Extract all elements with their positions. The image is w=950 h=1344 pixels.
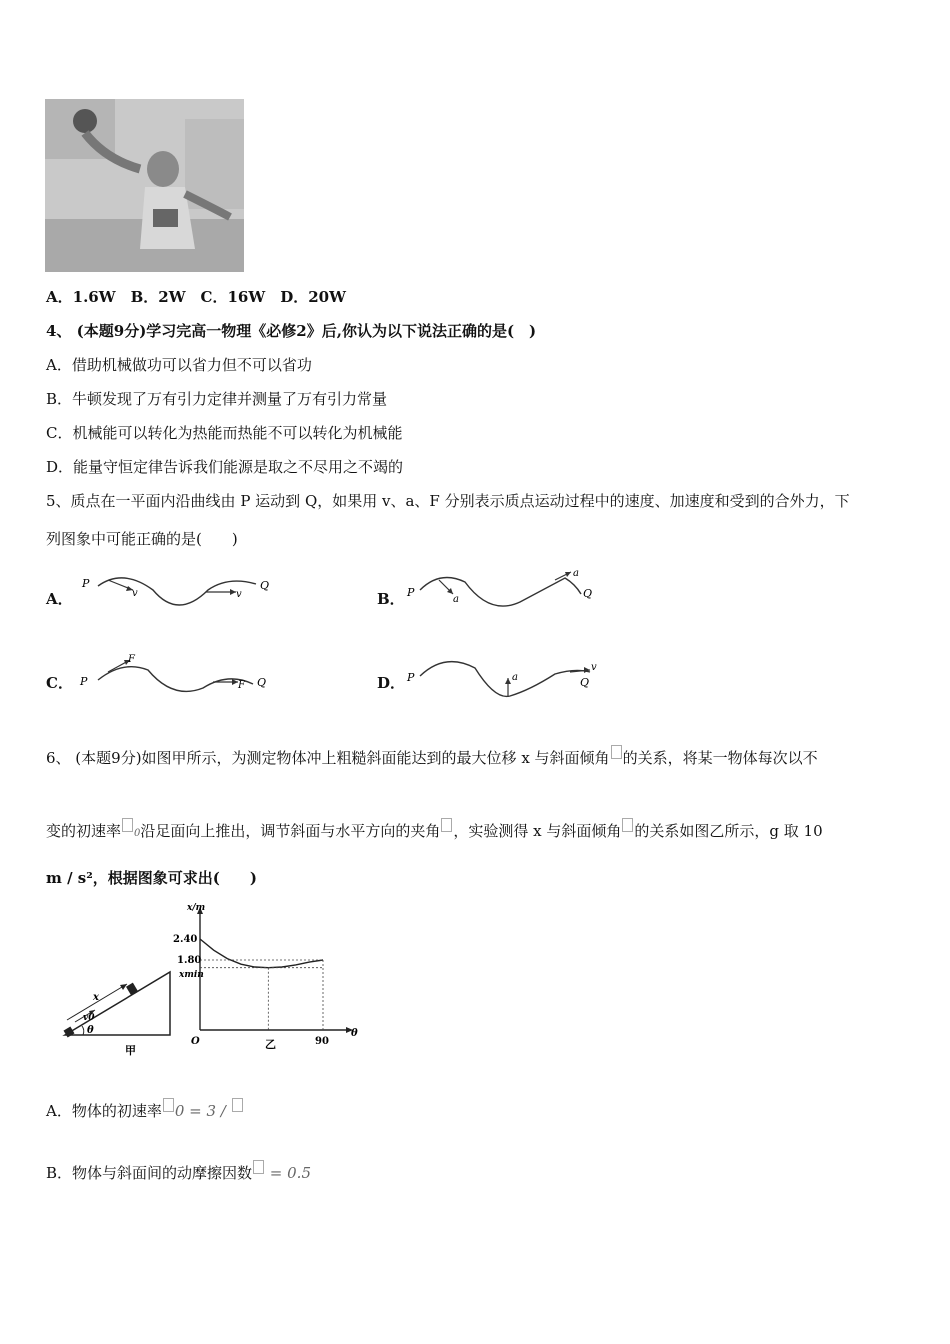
q6-option-b-text: B．物体与斜面间的动摩擦因数 xyxy=(46,1164,253,1182)
y-tick-180: 1.80 xyxy=(177,955,202,966)
q5-c-f1: F xyxy=(128,654,135,665)
q6-line1-b: 的关系，将某一物体每次以不 xyxy=(622,749,818,767)
q5-diagram-b xyxy=(405,566,605,616)
q5-d-v: v xyxy=(591,662,597,673)
q5-diagram-d xyxy=(405,650,605,706)
q5-stem-line2: 列图象中可能正确的是( ) xyxy=(46,530,238,548)
missing-symbol-icon xyxy=(611,745,622,759)
q5-d-p: P xyxy=(407,671,415,684)
q4-stem: 4、 (本题9分)学习完高一物理《必修2》后,你认为以下说法正确的是( ) xyxy=(46,322,537,340)
q5-label-c: C． xyxy=(46,674,73,692)
q6-line2 xyxy=(46,818,823,844)
q5-a-v2: v xyxy=(236,589,242,600)
q5-diagram-a xyxy=(78,568,278,616)
missing-symbol-icon xyxy=(253,1160,264,1174)
missing-symbol-icon xyxy=(122,818,133,832)
series-line xyxy=(200,939,323,968)
q6-line2-d: 的关系如图乙所示，g 取 10 xyxy=(634,822,823,840)
q5-stem-line1: 5、质点在一平面内沿曲线由 P 运动到 Q，如果用 v、a、F 分别表示质点运动过程中的速度、加速度和受到的合外力，下 xyxy=(46,492,850,510)
missing-symbol-icon xyxy=(622,818,633,832)
q5-label-b: B． xyxy=(377,590,405,608)
jia-theta-label: θ xyxy=(87,1025,94,1036)
q5-label-d: D． xyxy=(377,674,406,692)
q5-diagram-c xyxy=(78,650,278,706)
q6-line2-b: 沿足面向上推出，调节斜面与水平方向的夹角 xyxy=(140,822,441,840)
q6-option-a-text: A．物体的初速率 xyxy=(46,1102,162,1120)
q5-b-a2: a xyxy=(573,568,579,579)
q3-options: A．1.6W B．2W C．16W D．20W xyxy=(46,288,346,306)
q4-option-a: A．借助机械做功可以省力但不可以省功 xyxy=(46,356,312,374)
y-tick-xmin: xmin xyxy=(179,970,204,980)
q6-option-b xyxy=(46,1160,311,1183)
q5-a-p: P xyxy=(82,577,90,590)
athlete-photo xyxy=(45,99,244,272)
q6-option-a-formula: 0 = 3 / xyxy=(174,1102,231,1120)
q6-line3: m / s²，根据图象可求出( ) xyxy=(46,869,258,887)
q4-option-d: D．能量守恒定律告诉我们能源是取之不尽用之不竭的 xyxy=(46,458,404,476)
q5-c-p: P xyxy=(80,675,88,688)
q5-a-v1: v xyxy=(132,588,138,599)
x-tick-origin: O xyxy=(191,1036,200,1047)
q5-d-a: a xyxy=(512,672,518,683)
q5-c-q: Q xyxy=(257,676,267,689)
q6-line2-sym: 0 xyxy=(134,828,141,839)
q6-line1-a: 6、 (本题9分)如图甲所示，为测定物体冲上粗糙斜面能达到的最大位移 x 与斜面倾角 xyxy=(46,749,610,767)
q6-option-b-formula: = 0.5 xyxy=(265,1164,311,1182)
q6-figure-yi-chart xyxy=(165,898,365,1058)
jia-v0-label: v0 xyxy=(83,1013,95,1023)
y-axis-label: x/m xyxy=(187,903,206,913)
jia-x-label: x xyxy=(93,992,99,1003)
q5-d-q: Q xyxy=(580,676,590,689)
y-tick-240: 2.40 xyxy=(173,934,198,945)
q6-line1 xyxy=(46,745,818,768)
jia-caption: 甲 xyxy=(125,1044,136,1057)
missing-symbol-icon xyxy=(232,1098,243,1112)
q5-b-q: Q xyxy=(583,587,593,600)
q5-c-f2: F xyxy=(238,680,245,691)
q6-line2-c: ，实验测得 x 与斜面倾角 xyxy=(453,822,622,840)
x-axis-label: θ xyxy=(351,1028,358,1039)
missing-symbol-icon xyxy=(441,818,452,832)
q5-b-p: P xyxy=(407,586,415,599)
x-tick-90: 90 xyxy=(315,1036,329,1047)
q6-option-a xyxy=(46,1098,244,1121)
q6-line2-a: 变的初速率 xyxy=(46,822,122,840)
missing-symbol-icon xyxy=(163,1098,174,1112)
yi-caption: 乙 xyxy=(265,1038,276,1051)
q4-option-b: B．牛顿发现了万有引力定律并测量了万有引力常量 xyxy=(46,390,388,408)
q5-b-a1: a xyxy=(453,594,459,605)
q5-a-q: Q xyxy=(260,579,270,592)
q5-label-a: A． xyxy=(46,590,73,608)
q4-option-c: C．机械能可以转化为热能而热能不可以转化为机械能 xyxy=(46,424,403,442)
